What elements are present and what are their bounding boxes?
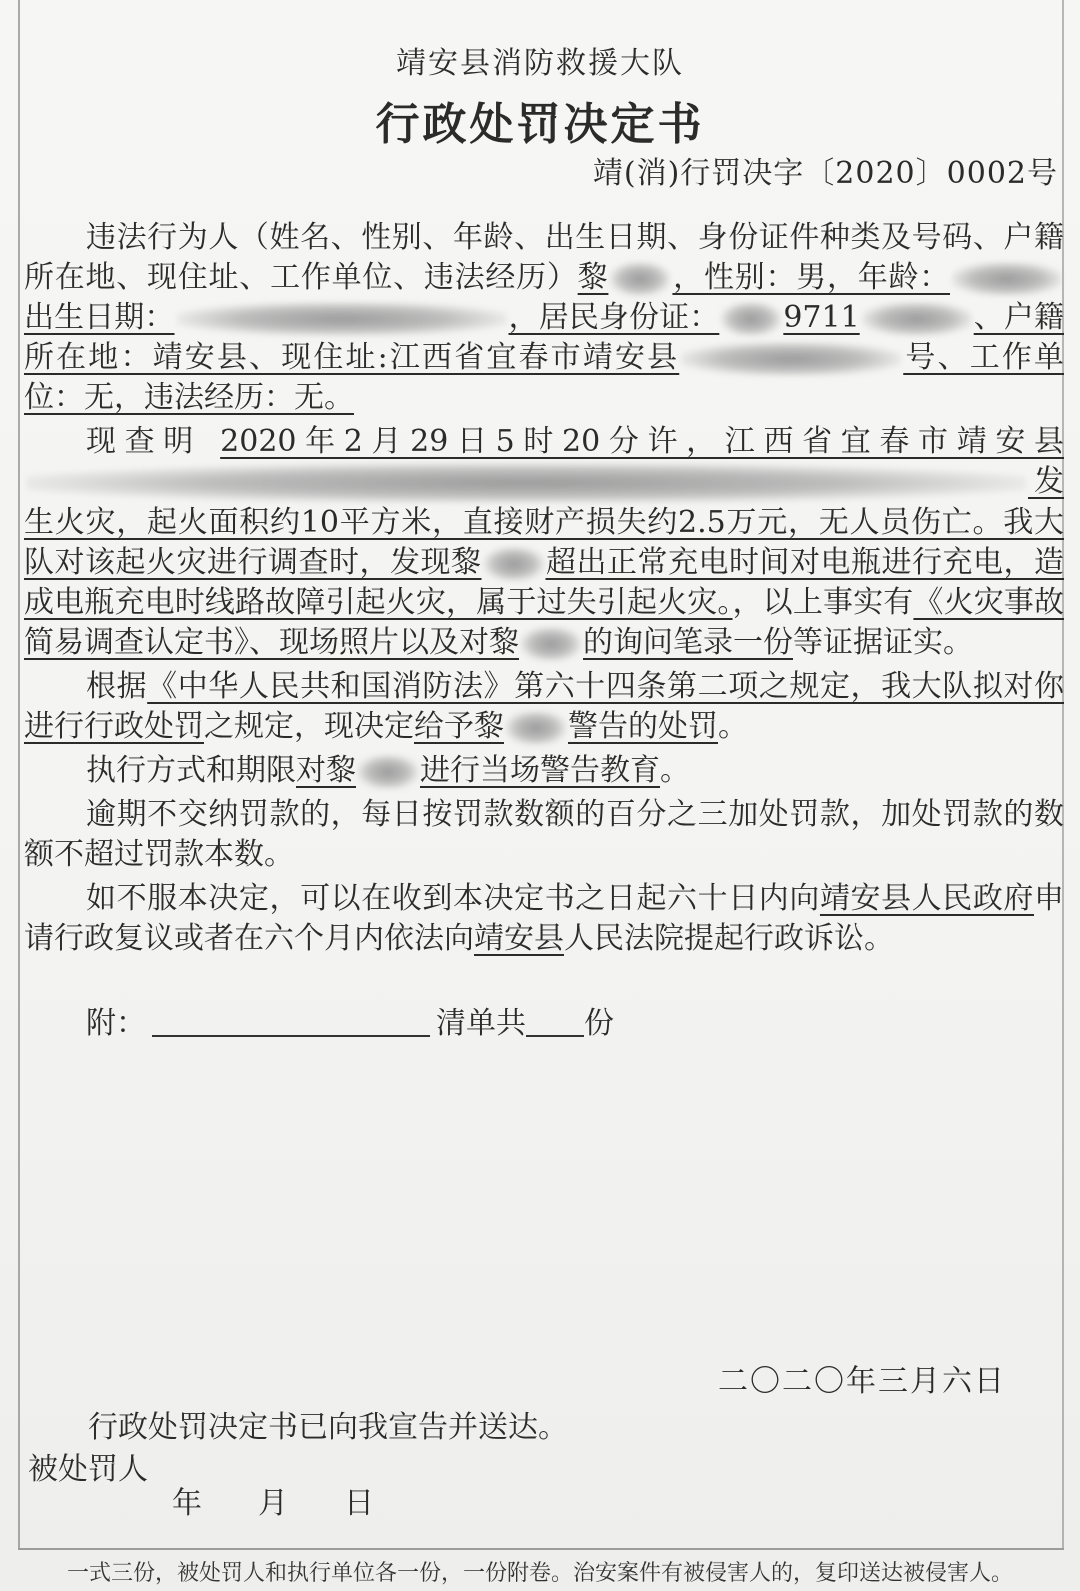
facts-paragraph: [24, 422, 1064, 663]
redaction-blur: [862, 302, 972, 336]
facts-lead: 现查明: [86, 424, 202, 459]
basis-paragraph: [24, 667, 1064, 747]
day-label: 日: [344, 1486, 374, 1521]
attachment-label: 附：: [86, 1006, 146, 1041]
overdue-paragraph: 逾期不交纳罚款的，每日按罚款数额的百分之三加处罚款，加处罚款的数额不超过罚款本数。: [24, 797, 1064, 872]
appeal-mid: 申请行政复议或者在六个月内依法向: [24, 881, 1065, 956]
basis-law: 《中华人民共和国消防法》第六十四条第二项之规定，我大队拟对你进行行政处罚: [24, 669, 1065, 744]
signature-date-fields: [172, 1478, 430, 1522]
month-label: 月: [258, 1486, 288, 1521]
redaction-blur: [484, 547, 544, 581]
facts-connector: ，以上事实有: [732, 585, 914, 620]
violator-name: [578, 260, 673, 295]
redaction-blur: [681, 342, 901, 376]
facts-fire-details: 发生火灾，起火面积约10平方米，直接财产损失约2.5万元，无人员伤亡。我大队对该起火灾进行调查时，发现黎: [24, 464, 1064, 580]
household-address: 、户籍所在地：靖安县、现住址:江西省宜春市靖安县: [24, 300, 1065, 375]
redaction-blur: [721, 302, 781, 336]
attachment-list-label: 清单共: [436, 1006, 526, 1041]
appeal-lead: 如不服本决定，可以在收到本决定书之日起六十日内向: [86, 881, 820, 916]
execution-part-a: 对黎: [296, 753, 356, 788]
frame-line-bottom: [18, 1548, 1064, 1550]
violator-paragraph: [24, 218, 1064, 418]
decision-part-b: 警告的处罚: [568, 709, 718, 744]
appeal-paragraph: [24, 879, 1064, 959]
appeal-government: 靖安县人民政府: [819, 881, 1035, 916]
birth-label: 出生日期：: [24, 300, 175, 335]
execution-text: [296, 753, 660, 788]
issue-date: 二〇二〇年三月六日: [718, 1364, 1006, 1399]
acknowledgement: 行政处罚决定书已向我宣告并送达。: [88, 1410, 568, 1445]
facts-evidence-end: 的询问笔录一份: [583, 625, 793, 660]
appeal-court: 靖安县: [474, 921, 564, 956]
redaction-blur: [506, 711, 566, 745]
attachment-unit: 份: [584, 1006, 614, 1041]
frame-line-left: [18, 0, 20, 1548]
basis-lead: 根据: [86, 669, 148, 704]
agency-name: 靖安县消防救援大队: [396, 46, 684, 81]
facts-evidence: 《火灾事故简易调查认定书》、现场照片以及对黎: [24, 585, 1065, 660]
decision-part-a: 给予黎: [414, 709, 504, 744]
id-label: ，居民身份证：: [508, 300, 720, 335]
redaction-blur: [177, 302, 507, 336]
redaction-blur: [521, 627, 581, 661]
redaction-blur: [610, 262, 670, 296]
violator-prefix: 违法行为人（姓名、性别、年龄、出生日期、身份证件种类及号码、户籍所在地、现住址、工作单位、违法经历）: [24, 220, 1064, 295]
appeal-end: 人民法院提起行政诉讼。: [564, 921, 894, 956]
facts-tail: 等证据证实。: [793, 625, 973, 660]
id-partial: 9711: [783, 300, 860, 335]
basis-decision: [414, 709, 718, 744]
document-body: [24, 218, 1064, 963]
basis-mid: 之规定，现决定: [204, 709, 414, 744]
year-label: 年: [172, 1486, 202, 1521]
document-number: 靖(消)行罚决字〔2020〕0002号: [592, 156, 1058, 191]
facts-cause: 超出正常充电时间对电瓶进行充电，造成电瓶充电时线路故障引起火灾，属于过失引起火灾。: [24, 545, 1064, 620]
execution-end: 。: [660, 753, 690, 788]
attachment-line: [86, 998, 614, 1042]
violator-gender: ，性别：男，年龄：: [672, 260, 951, 295]
document-title: 行政处罚决定书: [375, 99, 705, 150]
work-history: 号、工作单位：无，违法经历：无。: [24, 340, 1064, 415]
execution-part-b: 进行当场警告教育: [420, 753, 660, 788]
basis-end: 。: [718, 709, 748, 744]
redaction-blur: [358, 755, 418, 789]
facts-time-place: 2020年2月29日5时20分许，江西省宜春市靖安县: [220, 424, 1064, 459]
execution-lead: 执行方式和期限: [86, 753, 296, 788]
footnote: 一式三份，被处罚人和执行单位各一份，一份附卷。治安案件有被侵害人的，复印送达被侵害人。: [66, 1561, 1013, 1586]
attachment-count-blank: [526, 1035, 584, 1037]
violator-name-visible: 黎: [577, 260, 609, 295]
attachment-blank: [152, 1035, 430, 1037]
redaction-blur: [26, 463, 1026, 503]
punished-person-label: 被处罚人: [28, 1452, 148, 1487]
redaction-blur: [952, 262, 1062, 296]
execution-paragraph: [24, 751, 1064, 791]
